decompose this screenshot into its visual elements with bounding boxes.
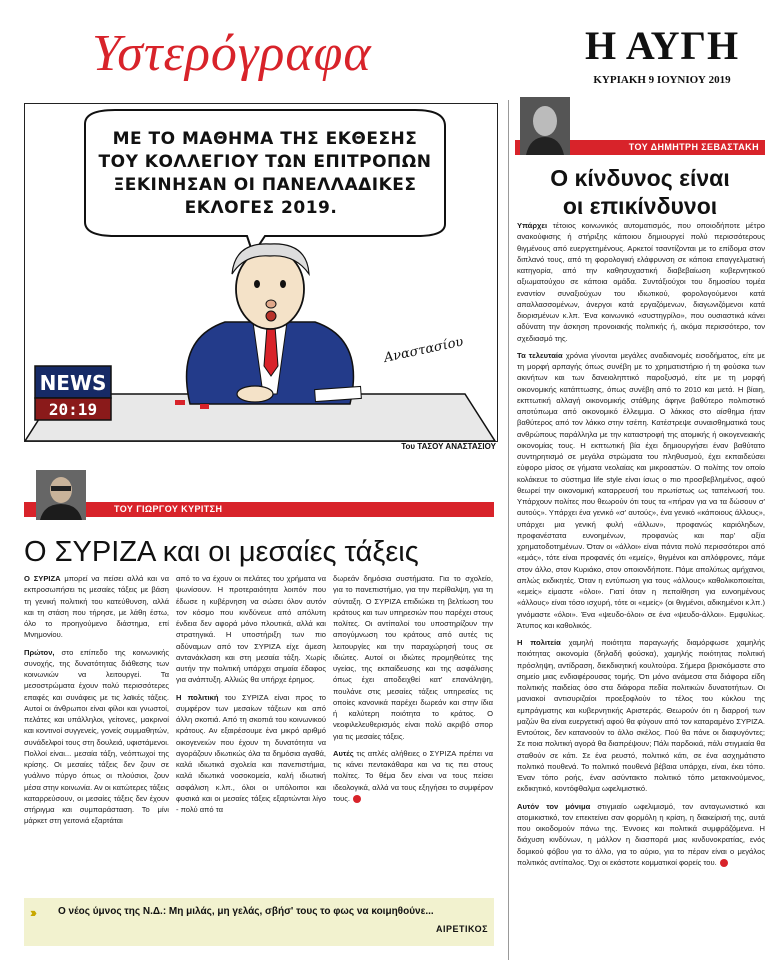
side-article-body [517, 220, 765, 955]
side-paragraph-3: Η πολιτεία χαμηλή ποιότητα παραγωγής διαμόρφωσε χαμηλής ποιότητας οικονομία (δηλαδή φούσκα), χαμηλής ποιότητας πολιτική πρόσληψη, αντίδραση, διεκδικητική κουλτούρα. Σήμερα βρισκόμαστε στο σημείο μιας ενδιαφέρουσας τομής. Ότι μόνο ανάμεσα στα διάφορα είδη πολιτικής παιδείας όσο στα διάφορα πεδία πολιτικών δυνατοτήτων. Οι μανιακοί αντισυριζαίοι προεξοφλούν το τέλος του κύκλου της εμπράγματης και κυβερνητικής Αριστεράς. Θεωρούν ότι η διαρροή των μαζών θα είναι ευεργετική αφού θα φύγουν από τον καταραμένο ΣΥΡΙΖΑ. Εντούτοις, δεν κατανοούν το άλλο σκέλος. Πού θα πάνε οι διαφυγόντες; Σε ποια πολιτική αγορά θα διαπρέψουν; Πάλι παρδοκιά, πάλι στιγμιαία θα σταθούν σε κάτι. Σε ένα ρευστό, πολιτικό κάτι, σε ένα ασχημάτιστο πολιτικό πουθενά. Το πολιτικό πουθενά βέβαια υπάρχει, είναι, έκει τόπο. Έναν τόπο ροής, έναν ασύντακτο πολιτικό τόπο μετακινούμενος, εκδικητικό, κοντόφθαλμα ωφελιμιστικό. [517, 638, 765, 794]
bottom-byline-text: ΤΟΥ ΓΙΩΡΓΟΥ ΚΥΡΙΤΣΗ [114, 504, 223, 514]
author-photo-sevastakis [520, 97, 570, 155]
side-headline-line-2: οι επικίνδυνοι [562, 193, 718, 219]
end-mark-icon [720, 859, 728, 867]
col2-paragraph-1: από το να έχουν οι πελάτες του χρήματα να ψωνίσουν. Η προτεραιότητα λοιπόν που έδωσε η κυβέρνηση να σώσει όλον αυτόν τον κόσμο που κινδύνευε από απόλυτη ένδεια δεν αφορά μόνο πλουτικά, αλλά και στρατηγικά. Η υποστήριξη των πιο αδύναμων από τον ΣΥΡΙΖΑ είχε άμεση αντανάκλαση και στη μεσαία τάξη. Χωρίς αυτήν την πολιτική υπάρχει σημαία έδαφος για ανάπτυξη. Αλλιώς θα υπήρχε έρημος. [176, 574, 326, 685]
news-clock: 20:19 [48, 400, 98, 419]
column-divider [508, 100, 509, 960]
cartoon-signature: Αναστασίου [382, 334, 465, 366]
bubble-line-3: ΞΕΚΙΝΗΣΑΝ ΟΙ ΠΑΝΕΛΛΑΔΙΚΕΣ [113, 175, 417, 195]
col1-paragraph-2: Πρώτον, στο επίπεδο της κοινωνικής συνοχής, της δυνατότητας διάθεσης των κοινωνιών να λειτουργεί. Τα μεσοστρώματα έχουν πολύ περισσότερες επαφές και συνάφεις με τις λαϊκές τάξεις. Αυτοί οι άνθρωποι είναι φίλοι και γνωστοί, πελάτες και υπάλληλοι, γείτονες, μακρινοί και κοντινοί συγγενείς, γονείς συμμαθητών, συνάδελφοί τους στη δουλειά, υφιστάμενοι. Πολλοί είναι... μεσαία τάξη, νεόπτωχοί της κρίσης. Οι μεσαίες τάξεις δεν ζουν σε γυάλινο πύργο όπως οι πλούσιοι, ζουν μέσα στην κοινωνία. Αν οι κατώτερες τάξεις καταρρεύσουν, οι μεσαίες τάξεις δεν έχουν στήριγμα και συμπαράσταση. Το μίνι μάρκετ στη γειτονιά εξαρτάται [24, 647, 169, 826]
bottom-article-byline [24, 502, 494, 517]
side-paragraph-2: Τα τελευταία χρόνια γίνονται μεγάλες αναδιανομές εισοδήματος, είτε με τη μορφή αρπαγής όπως συνέβη με το χρηματιστήριο ή τη φούσκα των ακινήτων και των δανειοληπτικό παροξυσμό, είτε με τη μορφή οικονομικής κατάπτωσης, όπως συνέβη από το 2010 και μετά. Η βίαιη, εκπτωτική αλλαγή οικονομικής στάθμης άφηνε βαθύτερο πολιτιστικό αποτύπωμα από οικονομικό έλλειμμα. Ο λάκκος στο αίσθημα ήταν βαθύτερος από τον λάκκο στην τσέπη. Κατέστρεψε συναισθηματικά τους ανθρώπους παράλληλα με την καταστροφή της ατομικής ή οικογενειακής οικονομίας τους. Η εκπτωτική βία έχει δημιουργήσει έναν βαθύτατο συντηρητισμό σε μεγάλα στρώματα του πληθυσμού, έχει εκπαιδεύσει εύφορο μίσος σε γήματα νεολαίας και μικροαστών. Ο πολίτης τον οποίο κολάκευε το σύστημα life style είναι ίσως ο πιο προσβεβλημένος, αφού θεωρεί την οικονομική καταρρευσή του πρωτίστως ως ταπείνωσή του. Υπάρχουν πολίτες που θεωρούν ότι τους τα «πήραν για να τα δώσουν σ' αυτούς». Υπάρχει ένα γενικό «σ' αυτούς», ένα γενικό «κάποιους άλλους», υπάρχει μια γενική φυλή «άλλων», προφανώς καριόληδων, προφανέστατα ευνοημένων, προφανώς και παρ' αξία χρηματοδοτημένων. Όταν οι «άλλοι» είναι πάντα πολύ περισσότεροι από «εμάς», τότε είναι προφανές ότι «εμείς», θιγμένοι και απλόφρονες, πάμε στον άλλο, στον Κυριάκο, στον οποιονδήποτε. Πάμε απολύτως αμήχανοι, απλώς εκδικητές. Όταν η εντύπωση για τους «άλλους» καθολικοποιείται, «εμείς» είμαστε «όλοι». Γιατί όταν η πεποίθηση για ευνοημένους «άλλους» είναι τόσο ισχυρή, τότε οι «εμείς» (οι θιγμένοι, αδικημένοι κ.λπ.) γινόμαστε «όλοι». Ένα «ψευδο-όλοι» σε ένα «ψευδο-άλλοι». Εμφυλίως. Άτυπος και καθολικός. [517, 350, 765, 630]
paper-date: ΚΥΡΙΑΚΗ 9 ΙΟΥΝΙΟΥ 2019 [593, 74, 731, 86]
news-logo-text: NEWS [39, 371, 107, 395]
section-logo: Υστερόγραφα [92, 25, 372, 82]
bottom-article-column-2 [176, 573, 326, 891]
anchor-tie [264, 326, 278, 376]
bubble-line-1: ΜΕ ΤΟ ΜΑΘΗΜΑ ΤΗΣ ΕΚΘΕΣΗΣ [112, 129, 418, 149]
chevrons-icon: ››› [30, 905, 34, 920]
cartoon-drawing [25, 104, 497, 441]
side-byline-text: ΤΟΥ ΔΗΜΗΤΡΗ ΣΕΒΑΣΤΑΚΗ [628, 142, 759, 152]
cartoon [24, 103, 498, 442]
aside-signature: ΑΙΡΕΤΙΚΟΣ [436, 924, 488, 934]
col3-paragraph-2: Αυτές τις απλές αλήθειες ο ΣΥΡΙΖΑ πρέπει να τις κάνει πεντακάθαρα και να τις πει στους πολίτες. Το θέμα δεν είναι να τους πείσει ιδεολογικά, αλλά να τους εξηγήσει το συμφέρον τους. [333, 748, 493, 803]
col3-paragraph-1: δωρεάν δημόσια συστήματα. Για το σχολείο, για το πανεπιστήμιο, για την περίθαλψη, για τη σύνταξη. Ο ΣΥΡΙΖΑ επιδιώκει τη βελτίωση του κράτους και των υπηρεσιών που παρέχει στους πολίτες. Οι αντίπαλοί του υποστηρίζουν την απογύμνωση του κράτους από αυτές τις λειτουργίες και την παραχώρησή τους σε ιδιώτες. Αυτοί οι ιδιώτες προμηθεύτες της υγείας, της εκπαίδευσης και της ασφάλισης όπως έχει αποδειχθεί κατ' επανάληψη, πουλάνε στις μεσαίες τάξεις υπηρεσίες τις οποίες κανονικά παρέχει δωρεάν και στην ίδια ή καλύτερη ποιότητα το κράτος. Ο νεοφιλελευθερισμός είναι πολύ ακριβό σπορ για τις μεσαίες τάξεις. [333, 574, 493, 741]
col2-paragraph-2: Η πολιτική του ΣΥΡΙΖΑ είναι προς το συμφέρον των μεσαίων τάξεων και από άλλη σκοπιά. Από τη σκοπιά του κοινωνικού κράτους. Αν εξαιρέσουμε ένα μικρό αριθμό οικογενειών που έχουν τη δυνατότητα να αγοράζουν ιδιωτικώς όλα τα δημόσια αγαθά, καλά ιδιωτικά σχολεία και πανεπιστήμια, καλά ιδιωτικά νοσοκομεία, καλή ιδιωτική ασφάλιση κ.λπ., όλοι οι υπόλοιποι και φυσικά και οι μεσαίες τάξεις εξαρτώνται λίγο - πολύ από τα [176, 692, 326, 814]
bubble-line-4: ΕΚΛΟΓΕΣ 2019. [184, 198, 338, 218]
end-mark-icon [353, 795, 361, 803]
side-paragraph-1: Υπάρχει τέτοιος κοινωνικός αυτοματισμός, που οποιοδήποτε μέτρο ανακούφισης ή στήριξης κάποιου δημιουργεί πολύ περισσότερους θιγμένους από ευεργετημένους. Αρκετοί τσαντίζονται με το επίδομα στον διπλανό τους, από τη φορολογική ελάφρυνση σε κάποια επαγγελματική κατηγορία, από την καθησυχαστική διαβεβαίωση κυβερνητικού αξιωματούχου σε κάποια ομάδα. Συντάξιούχοι του δημοσίου τομέα εναντίον συναξιούχων του ιδιωτικού, φορολογούμενοι κατά απαλλασσομένων, άνεργοι κατά εργαζόμενων, διαγωνιζόμενοι κατά διορισμένων κ.λπ. Ένα κοινωνικό «συστηγρίλο», που ουσιαστικά κάνει αδύνατη την άσκηση προνοιακής πολιτικής ή, ακόμα περισσότερο, τον σχεδιασμό της. [517, 221, 765, 343]
bottom-article-headline: Ο ΣΥΡΙΖΑ και οι μεσαίες τάξεις [24, 536, 419, 568]
side-article-headline [515, 164, 765, 220]
author-photo-kyritsis [36, 470, 86, 520]
side-headline-line-1: Ο κίνδυνος είναι [550, 165, 730, 191]
cartoon-credit: Του ΤΑΣΟΥ ΑΝΑΣΤΑΣΙΟΥ [401, 442, 496, 451]
bottom-article-column-3 [333, 573, 493, 891]
aside-text: Ο νέος ύμνος της Ν.Δ.: Μη μιλάς, μη γελάς, σβήσ' τους το φως να κοιμηθούνε... [58, 906, 434, 917]
masthead [0, 0, 770, 100]
side-paragraph-4: Αυτόν τον μόνιμα στιγμιαίο ωφελιμισμό, τον ανταγωνιστικό και ατομικιστικό, τον επεκτείνει σαν φορμόλη η κρίση, η διακείρισή της, αυτά που οικοδομούν πάνω της. Έννοιες και πολιτικά συμφράζόμενα. Η διάχυση κινδύνων, η μάλλον η διασπορά μιας κινδυνοκρατίας, ενός δομικού φόβου για το άλλο, για το αύριο, για το πέραν είναι ο μεγάλος πολιτικός αντίπαλος. Όχι οι εκάστοτε κομματικοί φορείς του. [517, 801, 765, 867]
newspaper-name: Η ΑΥΓΗ [584, 23, 740, 68]
col1-paragraph-1: Ο ΣΥΡΙΖΑ μπορεί να πείσει αλλά και να εκπροσωπήσει τις μεσαίες τάξεις με βάση τη γενική πολιτική του κατεύθυνση, αλλά και τη στάση που τήρησε, με λάθη έστω, όλο το προηγούμενο διάστημα, επί Μνημονίου. [24, 574, 169, 640]
bubble-line-2: ΤΟΥ ΚΟΛΛΕΓΙΟΥ ΤΩΝ ΕΠΙΤΡΟΠΩΝ [98, 152, 432, 172]
bottom-article-column-1 [24, 573, 169, 891]
